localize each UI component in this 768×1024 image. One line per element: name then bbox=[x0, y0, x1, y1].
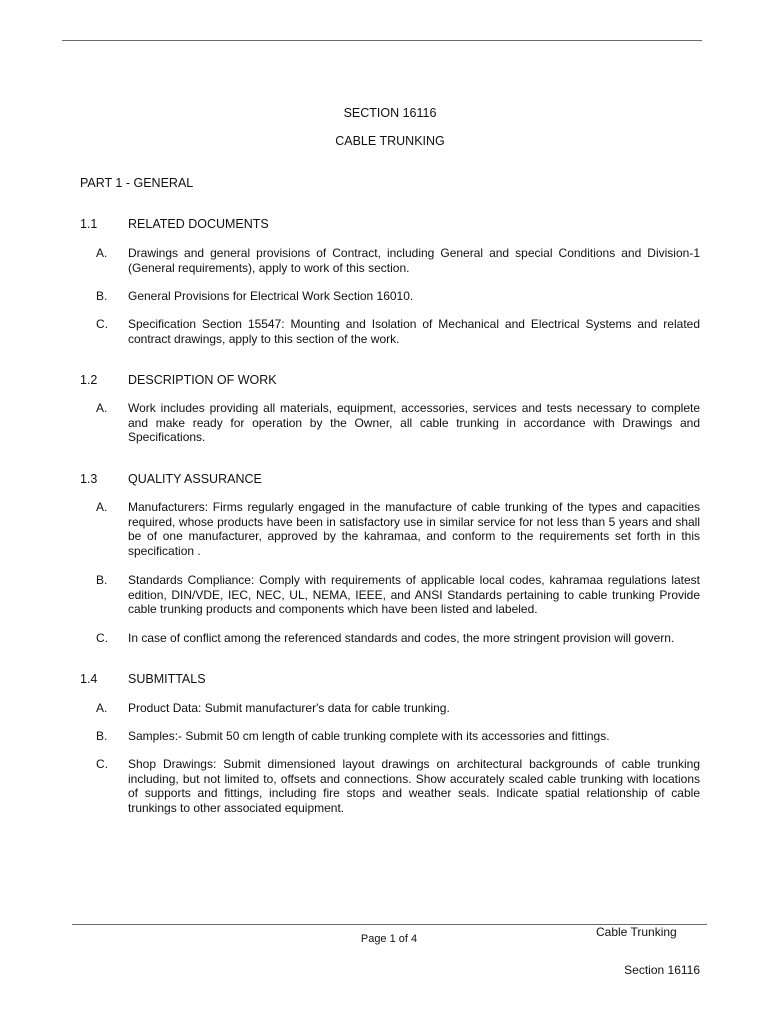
item-text: Specification Section 15547: Mounting and Isolation of Mechanical and Electrical Systems and related contract drawings, apply to this section of the work. bbox=[128, 317, 700, 346]
item-text: Shop Drawings: Submit dimensioned layout drawings on architectural backgrounds of cable trunking including, but not limited to, offsets and connections. Show accurately scaled cable trunking with locations of supports and fittings, including fire stops and weather seals. Indicate spatial relationship of cable trunkings to other associated equipment. bbox=[128, 757, 700, 815]
item-letter: A. bbox=[96, 246, 108, 260]
article-number: 1.1 bbox=[80, 217, 98, 231]
part-heading: PART 1 - GENERAL bbox=[80, 176, 194, 190]
item-text: General Provisions for Electrical Work Section 16010. bbox=[128, 289, 414, 303]
item-letter: C. bbox=[96, 631, 108, 645]
document-title: CABLE TRUNKING bbox=[335, 134, 445, 148]
item-letter: B. bbox=[96, 289, 108, 303]
item-letter: B. bbox=[96, 573, 108, 587]
article-number: 1.3 bbox=[80, 472, 98, 486]
page-number: Page 1 of 4 bbox=[360, 933, 418, 945]
item-letter: A. bbox=[96, 701, 108, 715]
item-text: Samples:- Submit 50 cm length of cable trunking complete with its accessories and fittings. bbox=[128, 729, 610, 743]
item-text: Standards Compliance: Comply with requirements of applicable local codes, kahramaa regulations latest edition, DIN/VDE, IEC, NEC, UL, NEMA, IEEE, and ANSI Standards pertaining to cable trunking Provide cable trunking products and components which have been listed and labeled. bbox=[128, 573, 700, 617]
article-title: DESCRIPTION OF WORK bbox=[128, 373, 277, 387]
section-number: SECTION 16116 bbox=[343, 106, 437, 120]
footer-section: Section 16116 bbox=[624, 963, 700, 977]
item-letter: B. bbox=[96, 729, 108, 743]
item-letter: C. bbox=[96, 317, 108, 331]
article-number: 1.2 bbox=[80, 373, 98, 387]
footer-title: Cable Trunking bbox=[596, 925, 677, 939]
item-text: Drawings and general provisions of Contract, including General and special Conditions and Division-1 (General requirements), apply to work of this section. bbox=[128, 246, 700, 275]
article-number: 1.4 bbox=[80, 672, 98, 686]
item-text: Work includes providing all materials, equipment, accessories, services and tests necessary to complete and make ready for operation by the Owner, all cable trunking in accordance with Drawings and Specifications. bbox=[128, 401, 700, 445]
item-letter: A. bbox=[96, 401, 108, 415]
article-title: SUBMITTALS bbox=[128, 672, 206, 686]
article-title: QUALITY ASSURANCE bbox=[128, 472, 262, 486]
item-letter: A. bbox=[96, 500, 108, 514]
item-text: In case of conflict among the referenced standards and codes, the more stringent provision will govern. bbox=[128, 631, 675, 645]
article-title: RELATED DOCUMENTS bbox=[128, 217, 269, 231]
item-text: Manufacturers: Firms regularly engaged in the manufacture of cable trunking of the types and capacities required, whose products have been in satisfactory use in similar service for not less than 5 years and shall be of one manufacturer, approved by the kahramaa, and conform to the requirements set forth in this specification . bbox=[128, 500, 700, 558]
header-rule bbox=[62, 40, 702, 41]
item-text: Product Data: Submit manufacturer's data for cable trunking. bbox=[128, 701, 450, 715]
item-letter: C. bbox=[96, 757, 108, 771]
